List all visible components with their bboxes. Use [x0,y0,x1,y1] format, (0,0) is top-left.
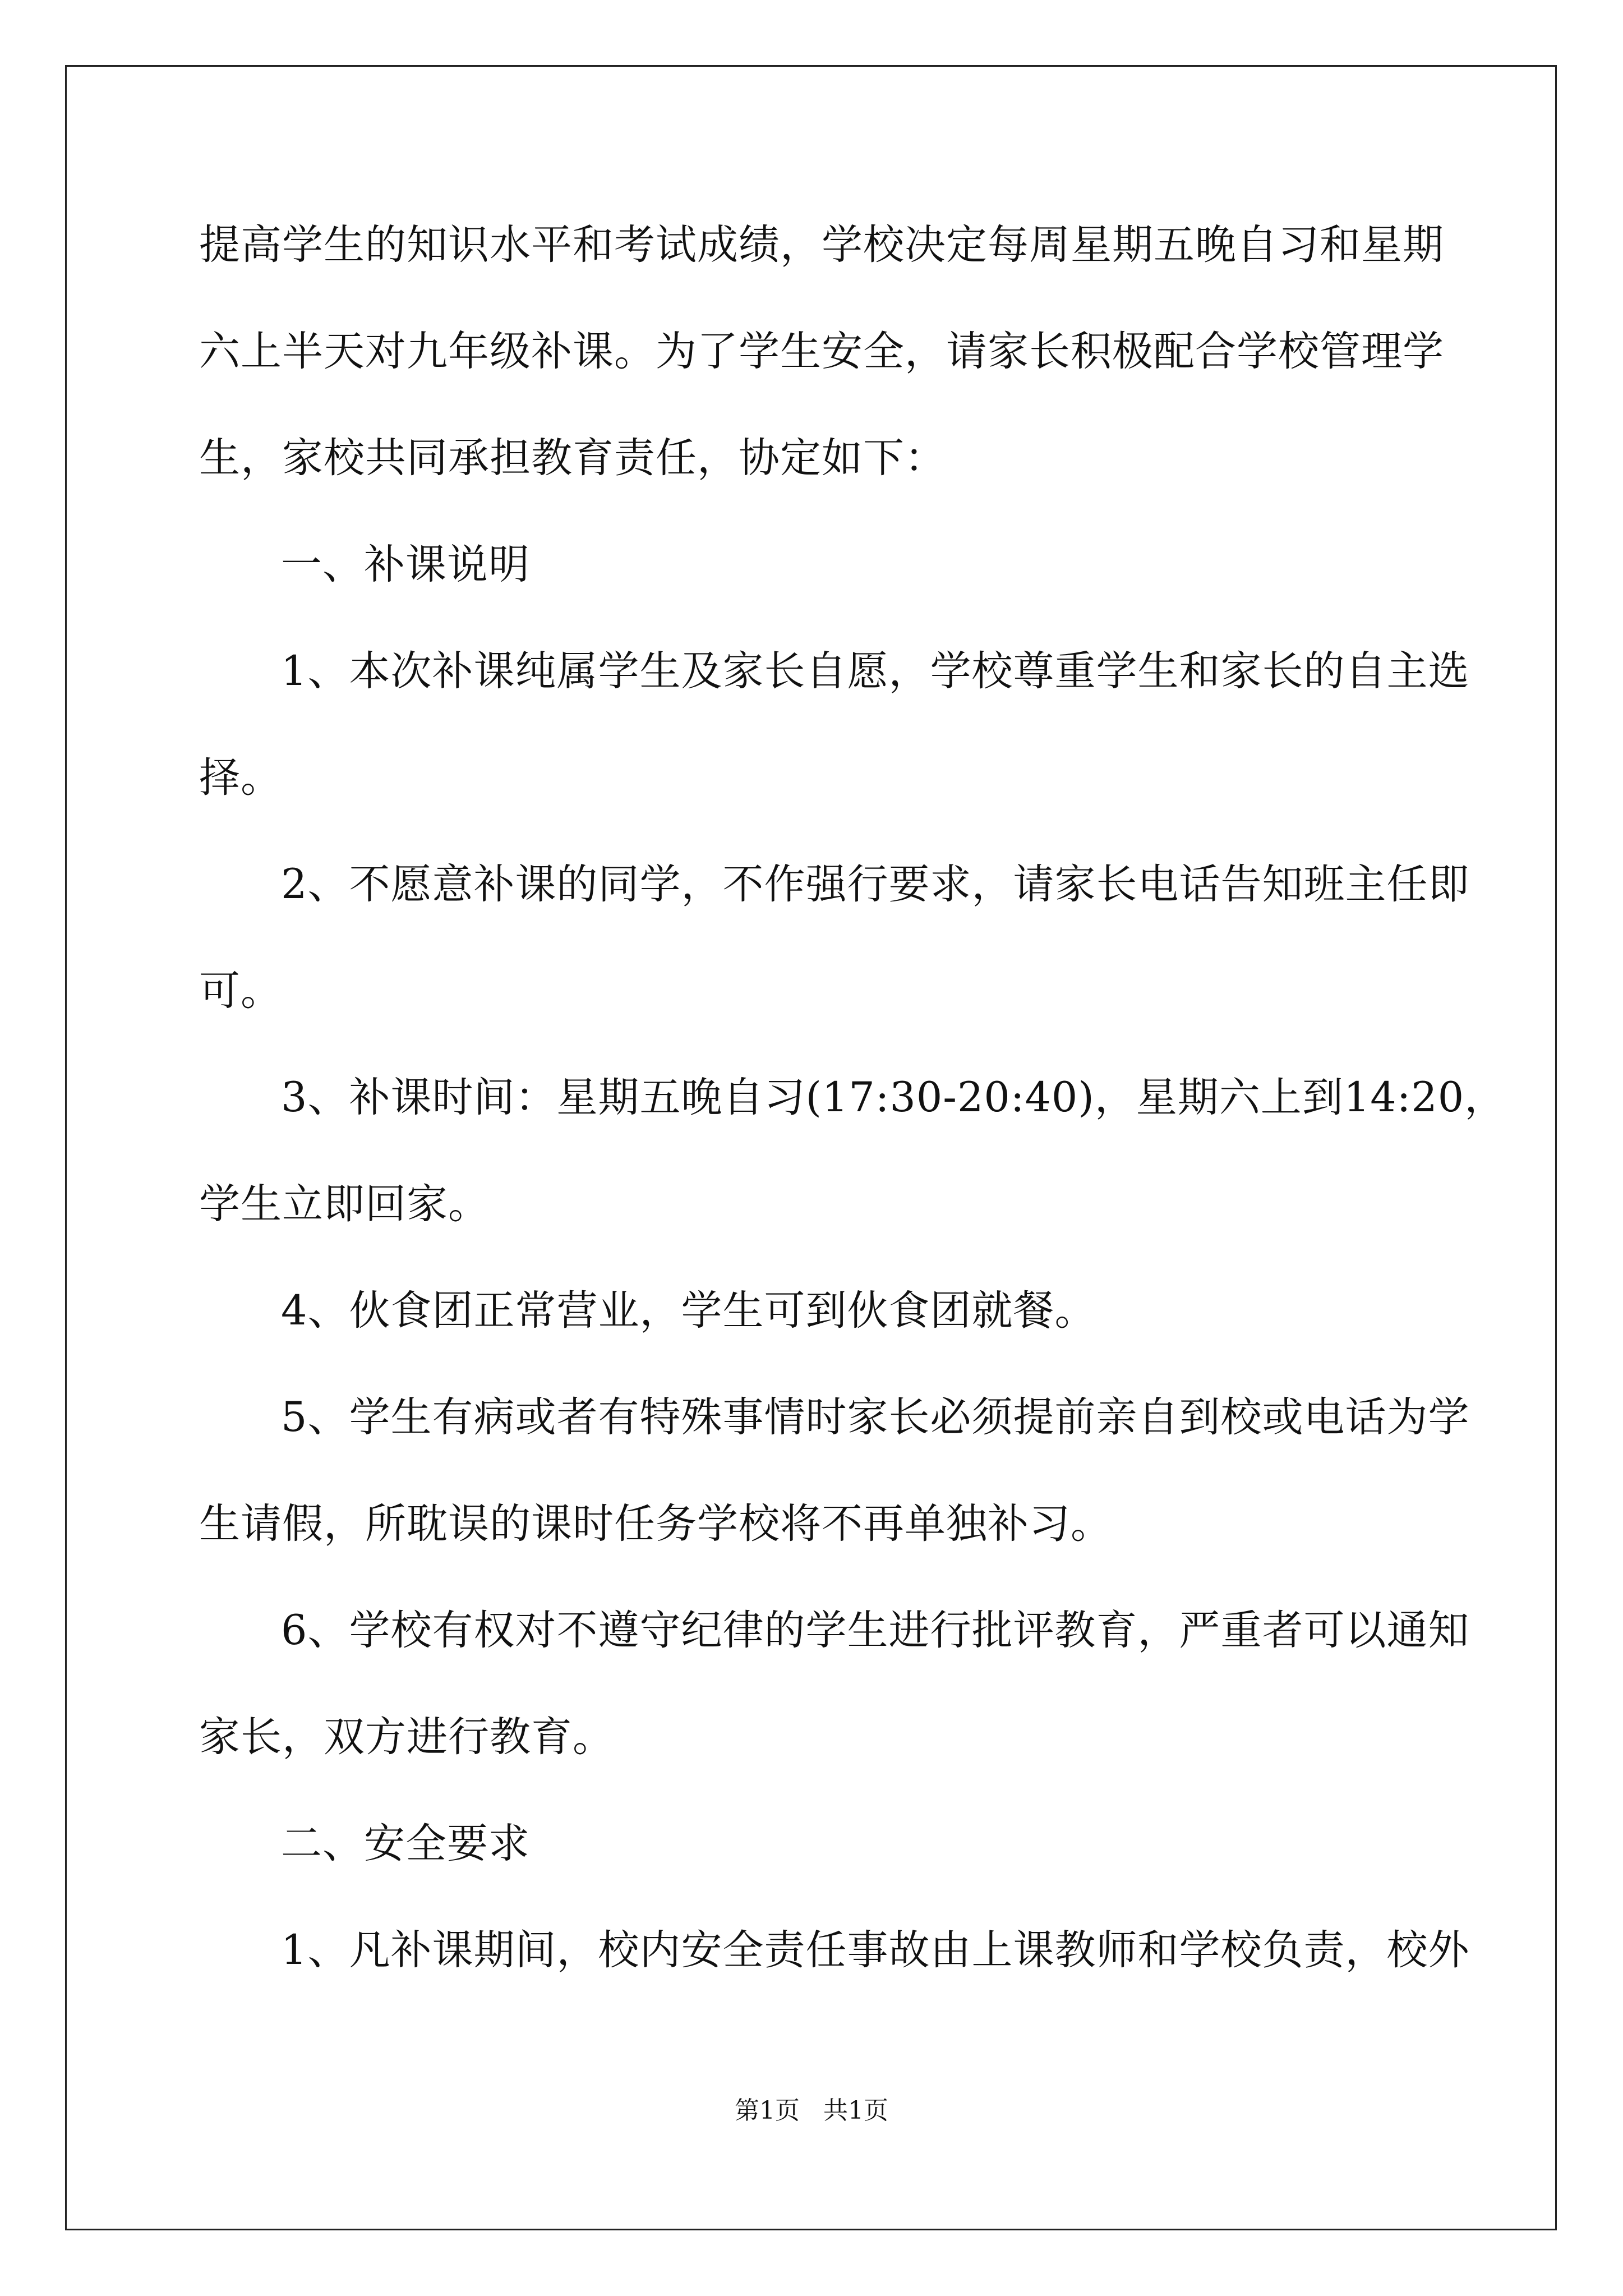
list-item-line: 家长，双方进行教育。 [199,1713,614,1761]
list-item-line: 择。 [199,754,282,802]
list-item-line: 5、学生有病或者有特殊事情时家长必须提前亲自到校或电话为学 [281,1393,1470,1441]
list-item-line: 生请假，所耽误的课时任务学校将不再单独补习。 [199,1500,1112,1548]
paragraph-line: 六上半天对九年级补课。为了学生安全，请家长积极配合学校管理学 [199,328,1444,375]
list-item-line: 4、伙食团正常营业，学生可到伙食团就餐。 [281,1287,1096,1335]
list-item-line: 1、本次补课纯属学生及家长自愿，学校尊重学生和家长的自主选 [281,647,1470,695]
section-heading-2: 二、安全要求 [281,1820,530,1867]
page-number-footer: 第1页 共1页 [735,2096,888,2125]
list-item-line: 6、学校有权对不遵守纪律的学生进行批评教育，严重者可以通知 [281,1607,1470,1654]
list-item-line: 3、补课时间：星期五晚自习(17:30-20:40)，星期六上到14:20， [281,1074,1506,1121]
page-border [65,65,1557,2230]
paragraph-line: 提高学生的知识水平和考试成绩，学校决定每周星期五晚自习和星期 [199,221,1444,269]
section-heading-1: 一、补课说明 [281,541,530,588]
paragraph-line: 生，家校共同承担教育责任，协定如下： [199,434,946,482]
list-item-line: 1、凡补课期间，校内安全责任事故由上课教师和学校负责，校外 [281,1926,1470,1974]
list-item-line: 可。 [199,967,282,1015]
list-item-line: 2、不愿意补课的同学，不作强行要求，请家长电话告知班主任即 [281,861,1470,908]
list-item-line: 学生立即回家。 [199,1180,490,1228]
